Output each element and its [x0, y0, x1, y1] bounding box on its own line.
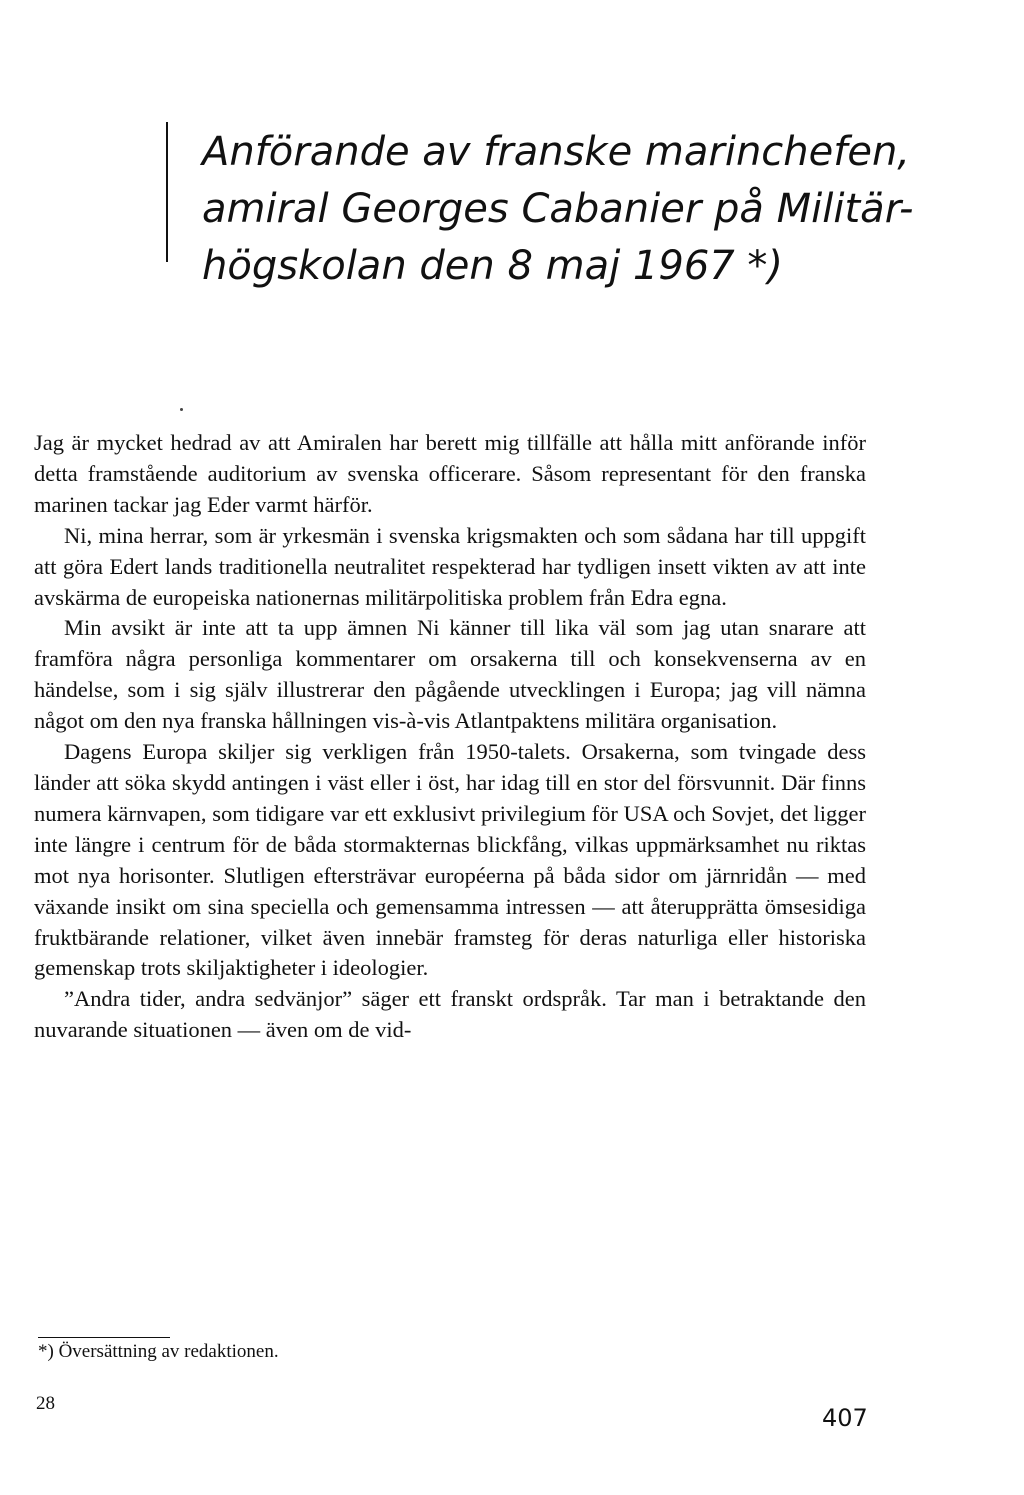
paragraph-2: Ni, mina herrar, som är yrkesmän i svenska krigsmakten och som sådana har till uppgift att göra Edert lands traditionella neutralitet respekterad har tydligen insett vikten av att inte avskärma de europeiska nationernas militärpolitiska problem från Edra egna.: [34, 522, 866, 610]
title-line-2: amiral Georges Cabanier på Militär-: [202, 186, 914, 232]
paragraph-3: Min avsikt är inte att ta upp ämnen Ni känner till lika väl som jag utan snarare att framföra några personliga kommentarer om orsakerna till och konsekvenserna av en händelse, som i sig själv illustrerar den pågående utvecklingen i Europa; jag vill nämna något om den nya franska hållningen vis-à-vis Atlantpaktens militära organisation.: [34, 615, 866, 734]
footnote: *) Översättning av redaktionen.: [38, 1341, 279, 1362]
article-body: [34, 428, 866, 1046]
paragraph-4: Dagens Europa skiljer sig verkligen från 1950-talets. Orsakerna, som tvingade dess länder att söka skydd antingen i väst eller i öst, har idag till en stor del försvunnit. Där finns numera kärnvapen, som tidigare var ett exklusivt privilegium för USA och Sovjet, det ligger inte längre i centrum för de båda stormakternas blickfång, vilkas uppmärksamhet nu riktas mot nya horisonter. Slutligen eftersträvar européerna på båda sidor om järnridån — med växande insikt om sina speciella och gemensamma intressen — att återupprätta ömsesidiga fruktbärande relationer, vilket även innebär framsteg för deras naturliga eller historiska gemenskap trots skiljaktigheter i ideologier.: [34, 739, 866, 981]
title-line-1: Anförande av franske marinchefen,: [202, 129, 911, 175]
page-number: 407: [822, 1404, 868, 1432]
paragraph-5: ”Andra tider, andra sedvänjor” säger ett franskt ordspråk. Tar man i betraktande den nuvarande situationen — även om de vid-: [34, 986, 866, 1043]
paragraph-1: Jag är mycket hedrad av att Amiralen har berett mig tillfälle att hålla mitt anförande inför detta framstående auditorium av svenska officerare. Såsom representant för den franska marinen tackar jag Eder varmt härför.: [34, 430, 866, 517]
title-vertical-rule: [166, 122, 168, 262]
title-line-3: högskolan den 8 maj 1967 *): [202, 243, 784, 289]
footnote-rule: [38, 1337, 170, 1338]
article-title: [202, 124, 914, 295]
signature-mark: 28: [36, 1393, 55, 1414]
print-speck: [180, 408, 183, 411]
